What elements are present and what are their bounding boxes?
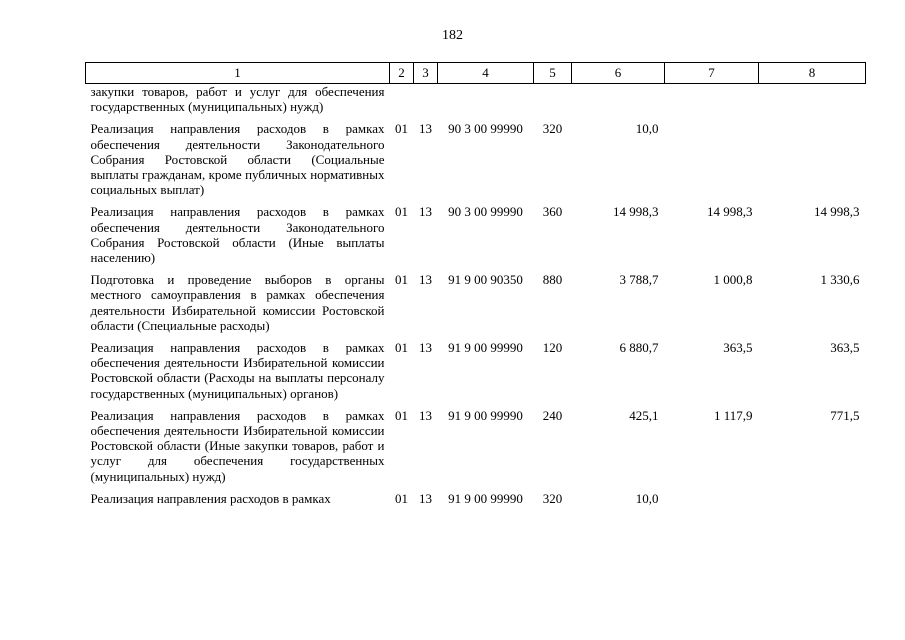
cell-amount-6: 6 880,7	[619, 340, 659, 356]
column-header: 4	[438, 63, 534, 84]
cell-amount-8: 14 998,3	[814, 204, 860, 220]
cell-amount-8: 771,5	[830, 407, 860, 423]
cell-amount-7: 14 998,3	[707, 204, 753, 220]
row-description: Реализация направления расходов в рамках обеспечения деятельности Законодательного Собрания Ростовской области (Иные выплаты населению)	[90, 204, 385, 266]
column-header: 5	[534, 63, 572, 84]
cell-subsection: 13	[419, 407, 432, 423]
cell-expense-type: 120	[542, 340, 563, 356]
table-row	[86, 484, 866, 506]
table-row	[86, 197, 866, 265]
cell-target-code: 91 9 00 99990	[448, 407, 523, 423]
cell-section	[390, 84, 414, 115]
cell-expense-type: 240	[542, 407, 563, 423]
cell-amount-7: 363,5	[723, 340, 753, 356]
cell-subsection: 13	[419, 490, 432, 506]
row-description: Реализация направления расходов в рамках обеспечения деятельности Избирательной комиссии Ростовской области (Иные закупки товаров, работ и услуг для обеспечения государственных (муниципальных) нужд)	[90, 407, 385, 484]
cell-amount-6	[572, 84, 665, 115]
cell-amount-7	[665, 114, 759, 197]
column-header: 8	[759, 63, 866, 84]
cell-subsection: 13	[419, 204, 432, 220]
column-header: 1	[86, 63, 390, 84]
cell-target-code: 90 3 00 99990	[448, 204, 523, 220]
table-row	[86, 114, 866, 197]
cell-section: 01	[395, 340, 408, 356]
cell-section: 01	[395, 204, 408, 220]
cell-amount-7	[665, 84, 759, 115]
column-header: 6	[572, 63, 665, 84]
table-header-row	[86, 63, 866, 84]
cell-amount-7: 1 117,9	[713, 407, 753, 423]
cell-section: 01	[395, 407, 408, 423]
cell-target-code: 91 9 00 99990	[448, 340, 523, 356]
cell-amount-6: 3 788,7	[619, 272, 659, 288]
cell-amount-7: 1 000,8	[713, 272, 753, 288]
cell-amount-8	[759, 84, 866, 115]
cell-subsection: 13	[419, 272, 432, 288]
table-row	[86, 84, 866, 115]
row-description: закупки товаров, работ и услуг для обеспечения государственных (муниципальных) нужд)	[90, 84, 385, 115]
cell-subsection	[414, 84, 438, 115]
table-row	[86, 333, 866, 401]
row-description: Реализация направления расходов в рамках обеспечения деятельности Законодательного Собрания Ростовской области (Социальные выплаты гражданам, кроме публичных нормативных социальных выплат)	[90, 121, 385, 198]
cell-amount-6: 10,0	[635, 121, 659, 137]
column-header: 2	[390, 63, 414, 84]
cell-amount-8	[759, 114, 866, 197]
cell-subsection: 13	[419, 340, 432, 356]
cell-amount-6: 10,0	[635, 490, 659, 506]
column-header: 7	[665, 63, 759, 84]
cell-amount-7	[665, 484, 759, 506]
budget-table	[85, 62, 866, 506]
table-row	[86, 265, 866, 333]
cell-section: 01	[395, 272, 408, 288]
cell-expense-type	[534, 84, 572, 115]
cell-amount-8	[759, 484, 866, 506]
cell-amount-8: 363,5	[830, 340, 860, 356]
cell-target-code: 91 9 00 90350	[448, 272, 523, 288]
page-number: 182	[442, 28, 463, 43]
cell-expense-type: 880	[542, 272, 563, 288]
cell-subsection: 13	[419, 121, 432, 137]
column-header: 3	[414, 63, 438, 84]
cell-target-code: 90 3 00 99990	[448, 121, 523, 137]
cell-amount-6: 425,1	[629, 407, 659, 423]
row-description: Реализация направления расходов в рамках	[90, 490, 331, 506]
cell-expense-type: 360	[542, 204, 563, 220]
cell-amount-8: 1 330,6	[820, 272, 860, 288]
cell-section: 01	[395, 490, 408, 506]
cell-target-code: 91 9 00 99990	[448, 490, 523, 506]
row-description: Подготовка и проведение выборов в органы местного самоуправления в рамках обеспечения деятельности Избирательной комиссии Ростовской области (Специальные расходы)	[90, 272, 385, 333]
cell-section: 01	[395, 121, 408, 137]
table-row	[86, 401, 866, 484]
cell-target-code	[438, 84, 534, 115]
row-description: Реализация направления расходов в рамках обеспечения деятельности Избирательной комиссии Ростовской области (Расходы на выплаты персоналу государственных (муниципальных) органов)	[90, 340, 385, 401]
cell-expense-type: 320	[542, 121, 563, 137]
cell-amount-6: 14 998,3	[613, 204, 659, 220]
cell-expense-type: 320	[542, 490, 563, 506]
